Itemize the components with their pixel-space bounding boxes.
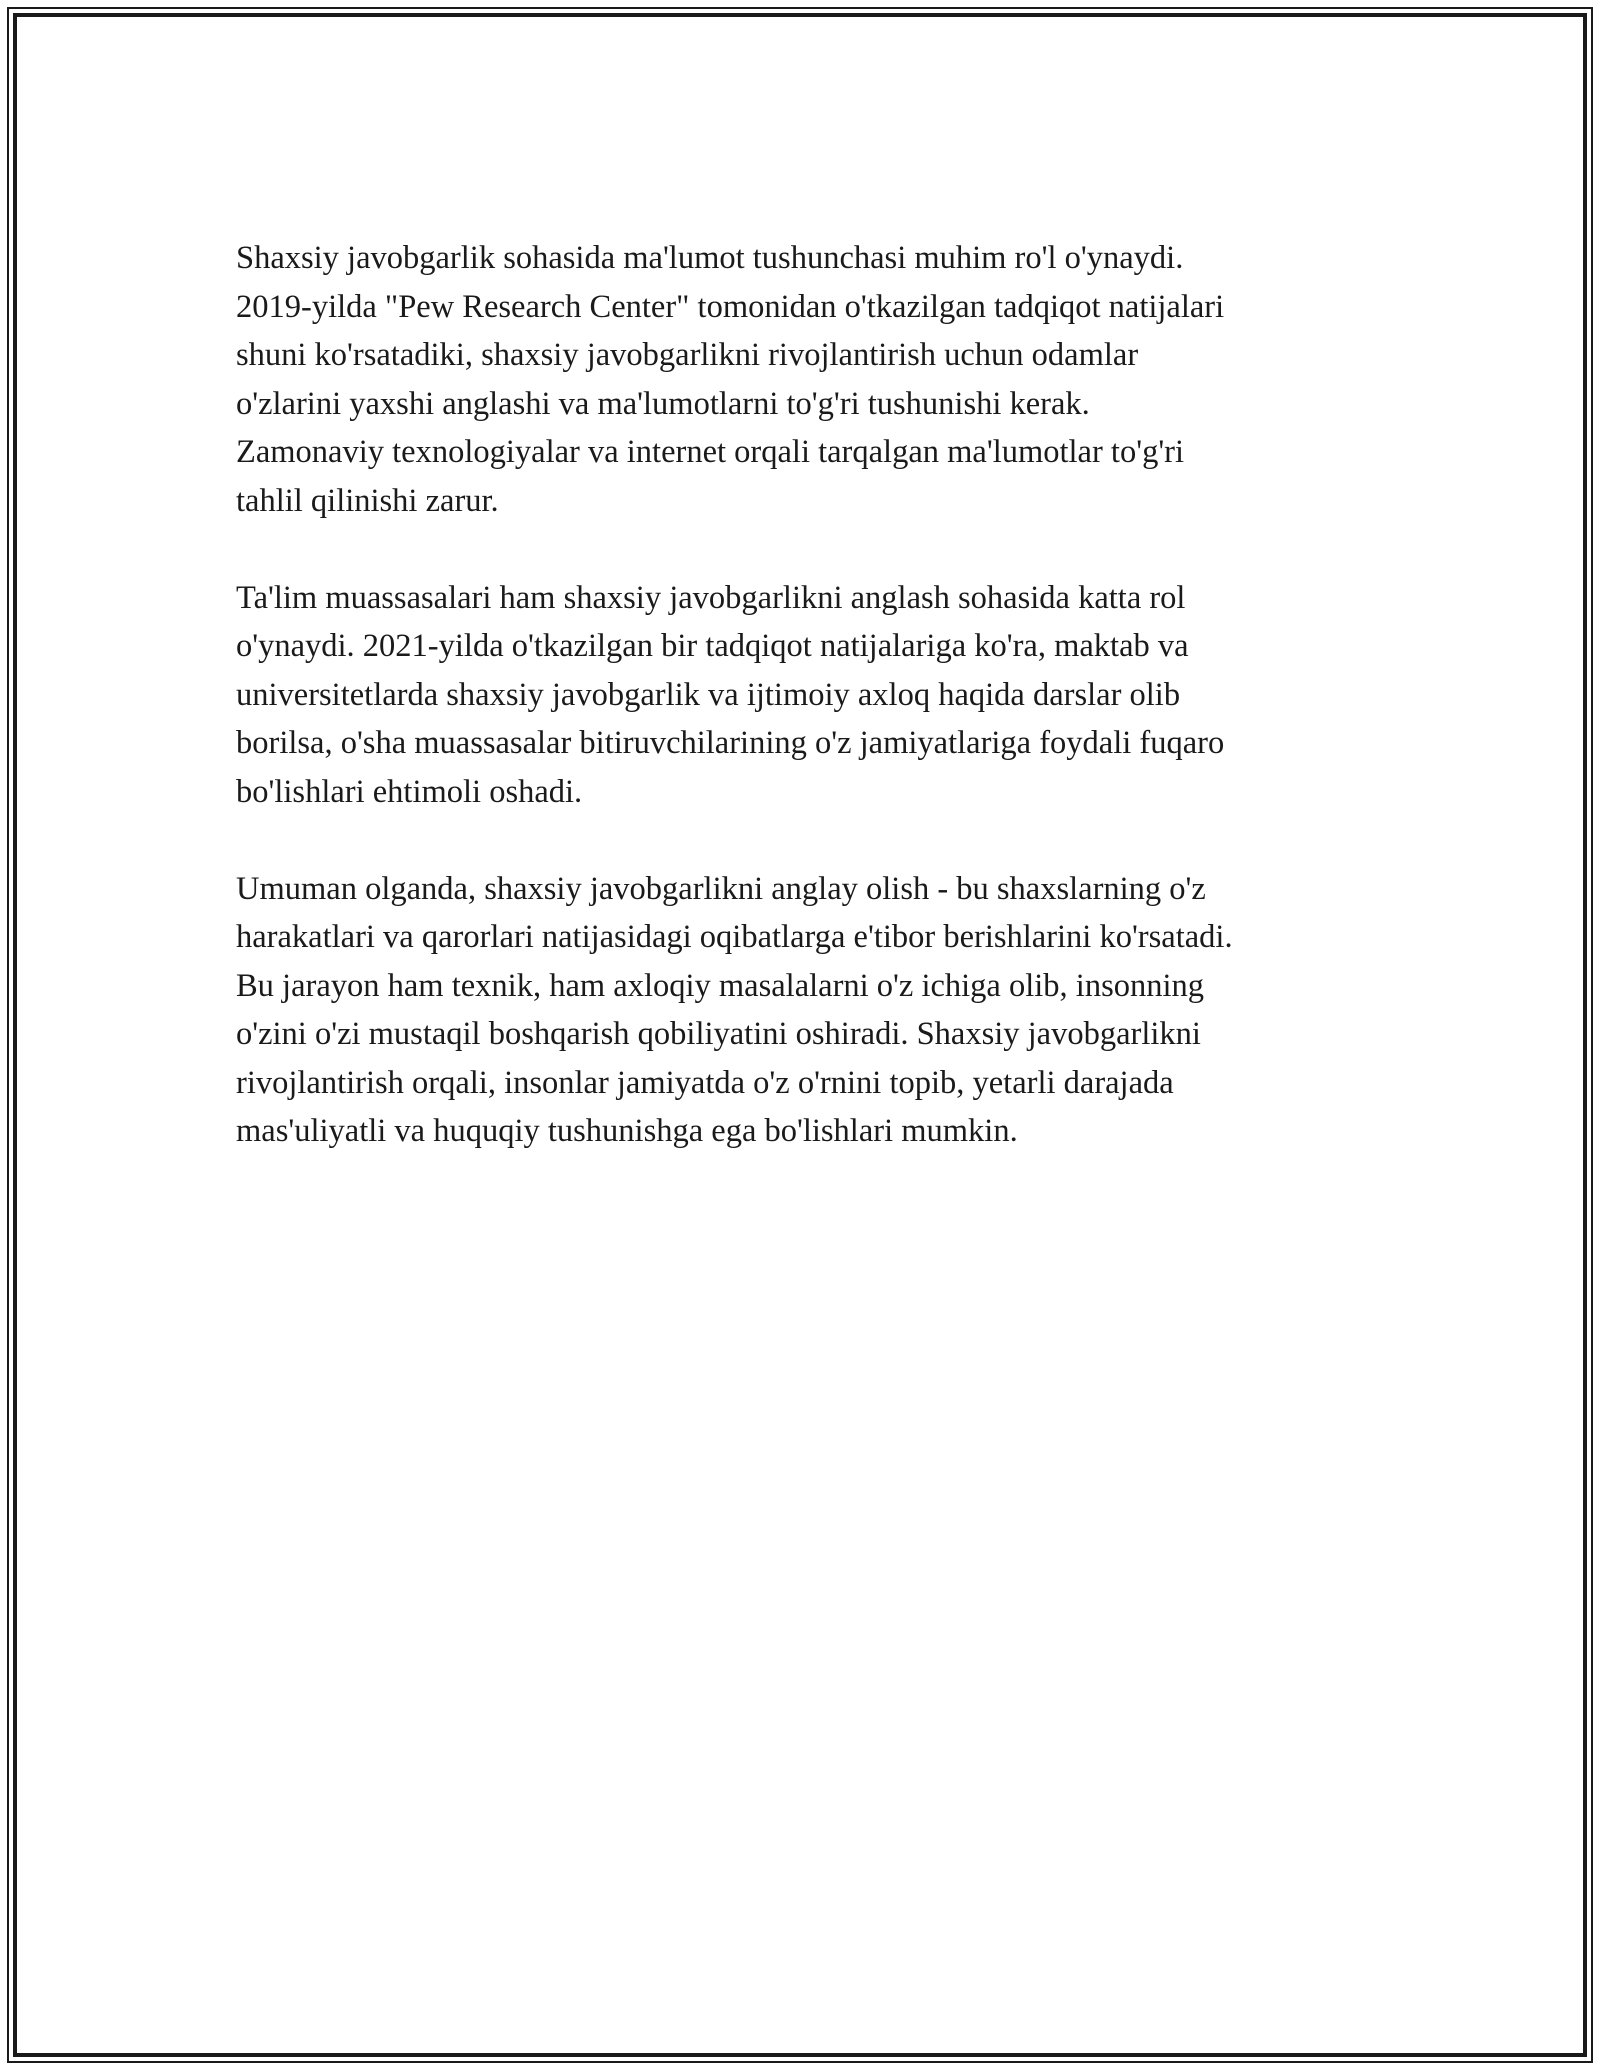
paragraph-3: Umuman olganda, shaxsiy javobgarlikni anglay olish - bu shaxslarning o'z harakatlari va qarorlari natijasidagi oqibatlarga e'tibor berishlarini ko'rsatadi. Bu jarayon ham texnik, ham axloqiy masalalarni o'z ichiga olib, insonning o'zini o'zi mustaqil boshqarish qobiliyatini oshiradi. Shaxsiy javobgarlikni rivojlantirish orqali, insonlar jamiyatda o'z o'rnini topib, yetarli darajada mas'uliyatli va huquqiy tushunishga ega bo'lishlari mumkin. <box>236 870 1233 1149</box>
paragraph-2: Ta'lim muassasalari ham shaxsiy javobgarlikni anglash sohasida katta rol o'ynaydi. 2021-yilda o'tkazilgan bir tadqiqot natijalariga ko'ra, maktab va universitetlarda shaxsiy javobgarlik va ijtimoiy axloq haqida darslar olib borilsa, o'sha muassasalar bitiruvchilarining o'z jamiyatlariga foydali fuqaro bo'lishlari ehtimoli oshadi. <box>236 579 1225 810</box>
document-body <box>236 234 1366 1204</box>
paragraph-1: Shaxsiy javobgarlik sohasida ma'lumot tushunchasi muhim ro'l o'ynaydi. 2019-yilda "Pew Research Center" tomonidan o'tkazilgan tadqiqot natijalari shuni ko'rsatadiki, shaxsiy javobgarlikni rivojlantirish uchun odamlar o'zlarini yaxshi anglashi va ma'lumotlarni to'g'ri tushunishi kerak. Zamonaviy texnologiyalar va internet orqali tarqalgan ma'lumotlar to'g'ri tahlil qilinishi zarur. <box>236 240 1225 519</box>
